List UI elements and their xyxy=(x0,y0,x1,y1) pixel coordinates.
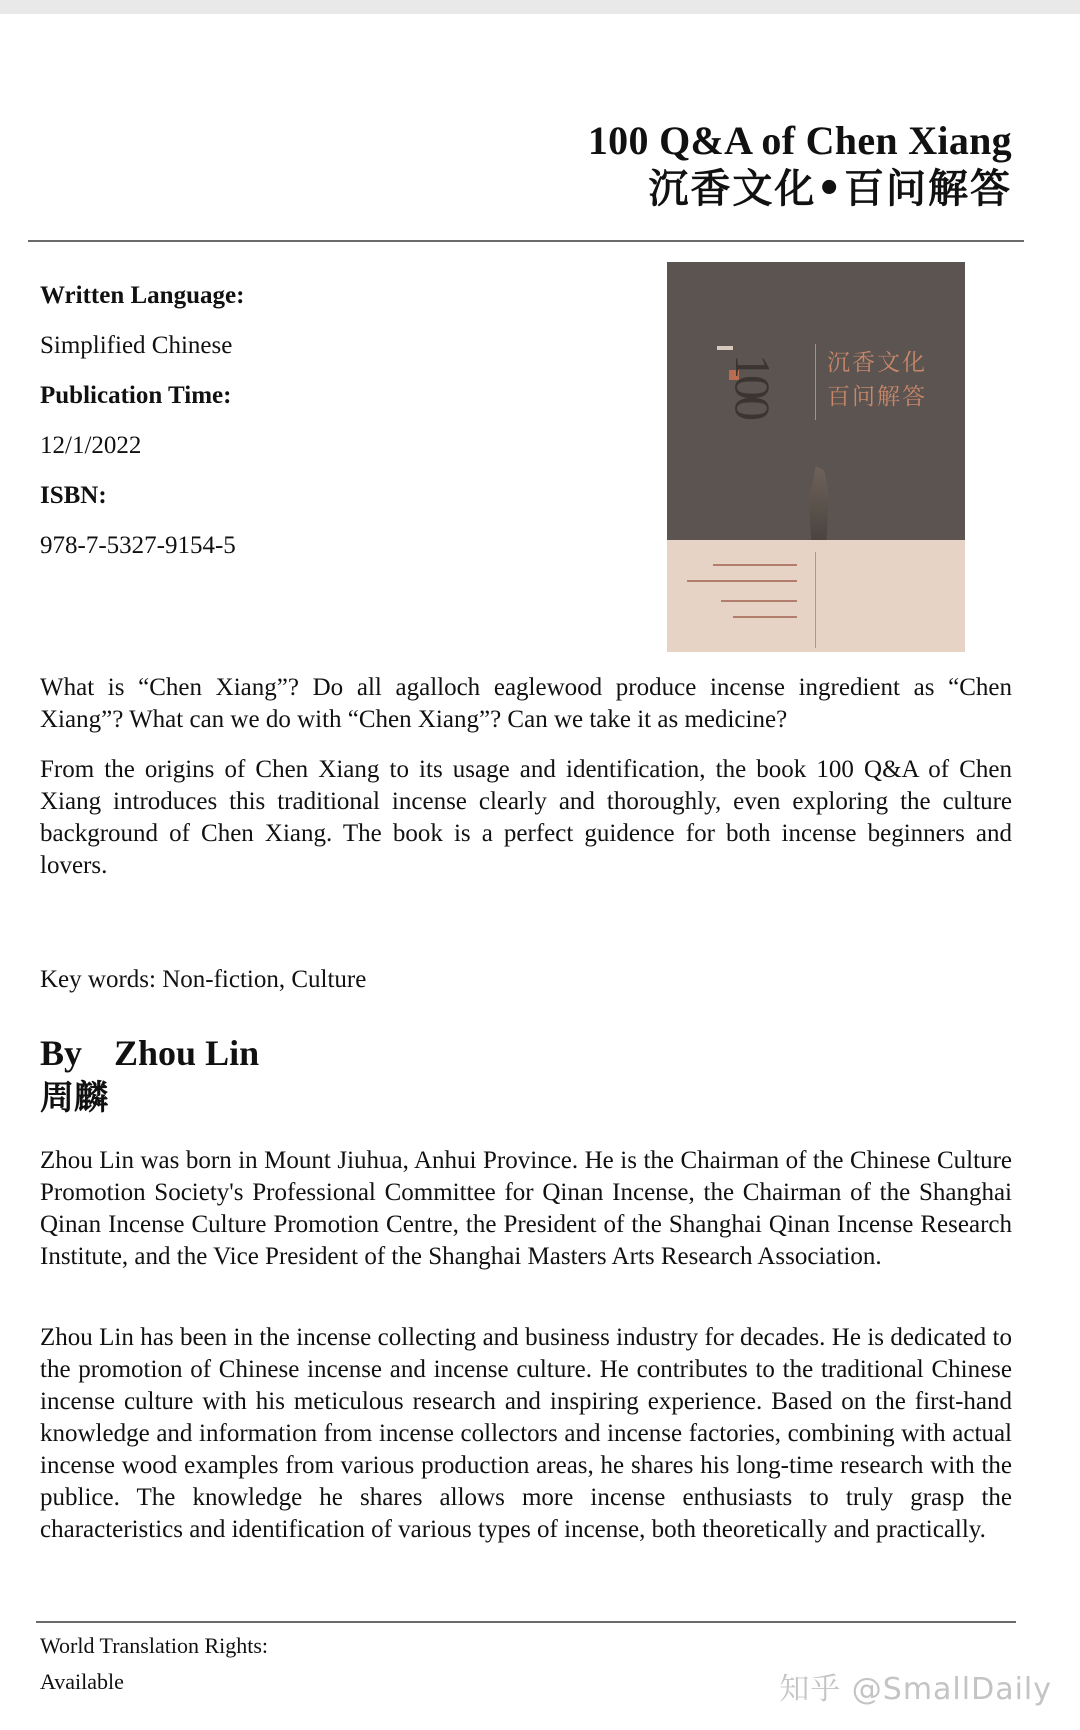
author-heading xyxy=(40,1032,259,1074)
description-paragraph-2: From the origins of Chen Xiang to its usage and identification, the book 100 Q&A of Chen Xiang introduces this traditional incense clearly and thoroughly, even exploring the culture background of Chen Xiang. The book is a perfect guidence for both incense beginners and lovers. xyxy=(40,756,1012,879)
language-value: Simplified Chinese xyxy=(40,332,233,359)
cover-title-line2: 百问解答 xyxy=(827,384,927,410)
title-divider xyxy=(28,240,1024,242)
author-bio-paragraph-2: Zhou Lin has been in the incense collecting and business industry for decades. He is dedicated to the promotion of Chinese incense and incense culture. He contributes to the traditional Chinese incense culture with his meticulous research and inspiring experience. Based on the first-hand knowledge and information from incense collectors and incense factories, combining with actual incense wood examples from various production areas, he shares his long-time research with the publice. The knowledge he shares allows more incense enthusiasts to truly grasp the characteristics and identification of various types of incense, both theoretically and practically. xyxy=(40,1324,1012,1543)
isbn-value: 978-7-5327-9154-5 xyxy=(40,532,236,559)
cover-author-mark xyxy=(717,346,733,350)
zhihu-watermark: 知乎 @SmallDaily xyxy=(779,1672,1052,1707)
cover-number: 100 xyxy=(725,354,781,417)
cover-title xyxy=(827,346,927,414)
isbn-label: ISBN: xyxy=(40,482,107,509)
book-title-english: 100 Q&A of Chen Xiang xyxy=(587,118,1012,163)
top-status-strip xyxy=(0,0,1080,14)
cover-text-line xyxy=(713,564,797,566)
cover-text-line xyxy=(733,616,797,618)
cover-incense-stone xyxy=(809,466,831,540)
language-label: Written Language: xyxy=(40,282,245,309)
cover-text-line xyxy=(721,600,797,602)
author-name-english: Zhou Lin xyxy=(114,1033,260,1073)
rights-value: Available xyxy=(40,1669,124,1694)
cover-title-divider xyxy=(815,344,816,420)
publication-time-label: Publication Time: xyxy=(40,382,232,409)
footer-divider xyxy=(36,1621,1016,1623)
keywords: Key words: Non-fiction, Culture xyxy=(40,966,367,993)
publication-time-value: 12/1/2022 xyxy=(40,432,142,459)
cover-bottom-band xyxy=(667,540,965,652)
book-title-chinese: 沉香文化•百问解答 xyxy=(648,166,1012,212)
cover-title-line1: 沉香文化 xyxy=(827,350,927,376)
author-by-label: By xyxy=(40,1033,83,1073)
description-paragraph-1: What is “Chen Xiang”? Do all agalloch eaglewood produce incense ingredient as “Chen Xiang”? What can we do with “Chen Xiang”? Can we take it as medicine? xyxy=(40,674,1012,733)
book-cover-image xyxy=(667,262,965,652)
book-metadata xyxy=(40,276,244,576)
cover-text-line xyxy=(687,580,797,582)
cover-band-divider xyxy=(815,552,816,648)
translation-rights xyxy=(40,1628,268,1700)
book-title xyxy=(588,118,1012,214)
rights-label: World Translation Rights: xyxy=(40,1633,269,1658)
author-name-chinese: 周麟 xyxy=(40,1078,108,1118)
author-bio-paragraph-1: Zhou Lin was born in Mount Jiuhua, Anhui Province. He is the Chairman of the Chinese Culture Promotion Society's Professional Committee for Qinan Incense, the Chairman of the Shanghai Qinan Incense Culture Promotion Centre, the President of the Shanghai Qinan Incense Research Institute, and the Vice President of the Shanghai Masters Arts Research Association. xyxy=(40,1147,1012,1270)
